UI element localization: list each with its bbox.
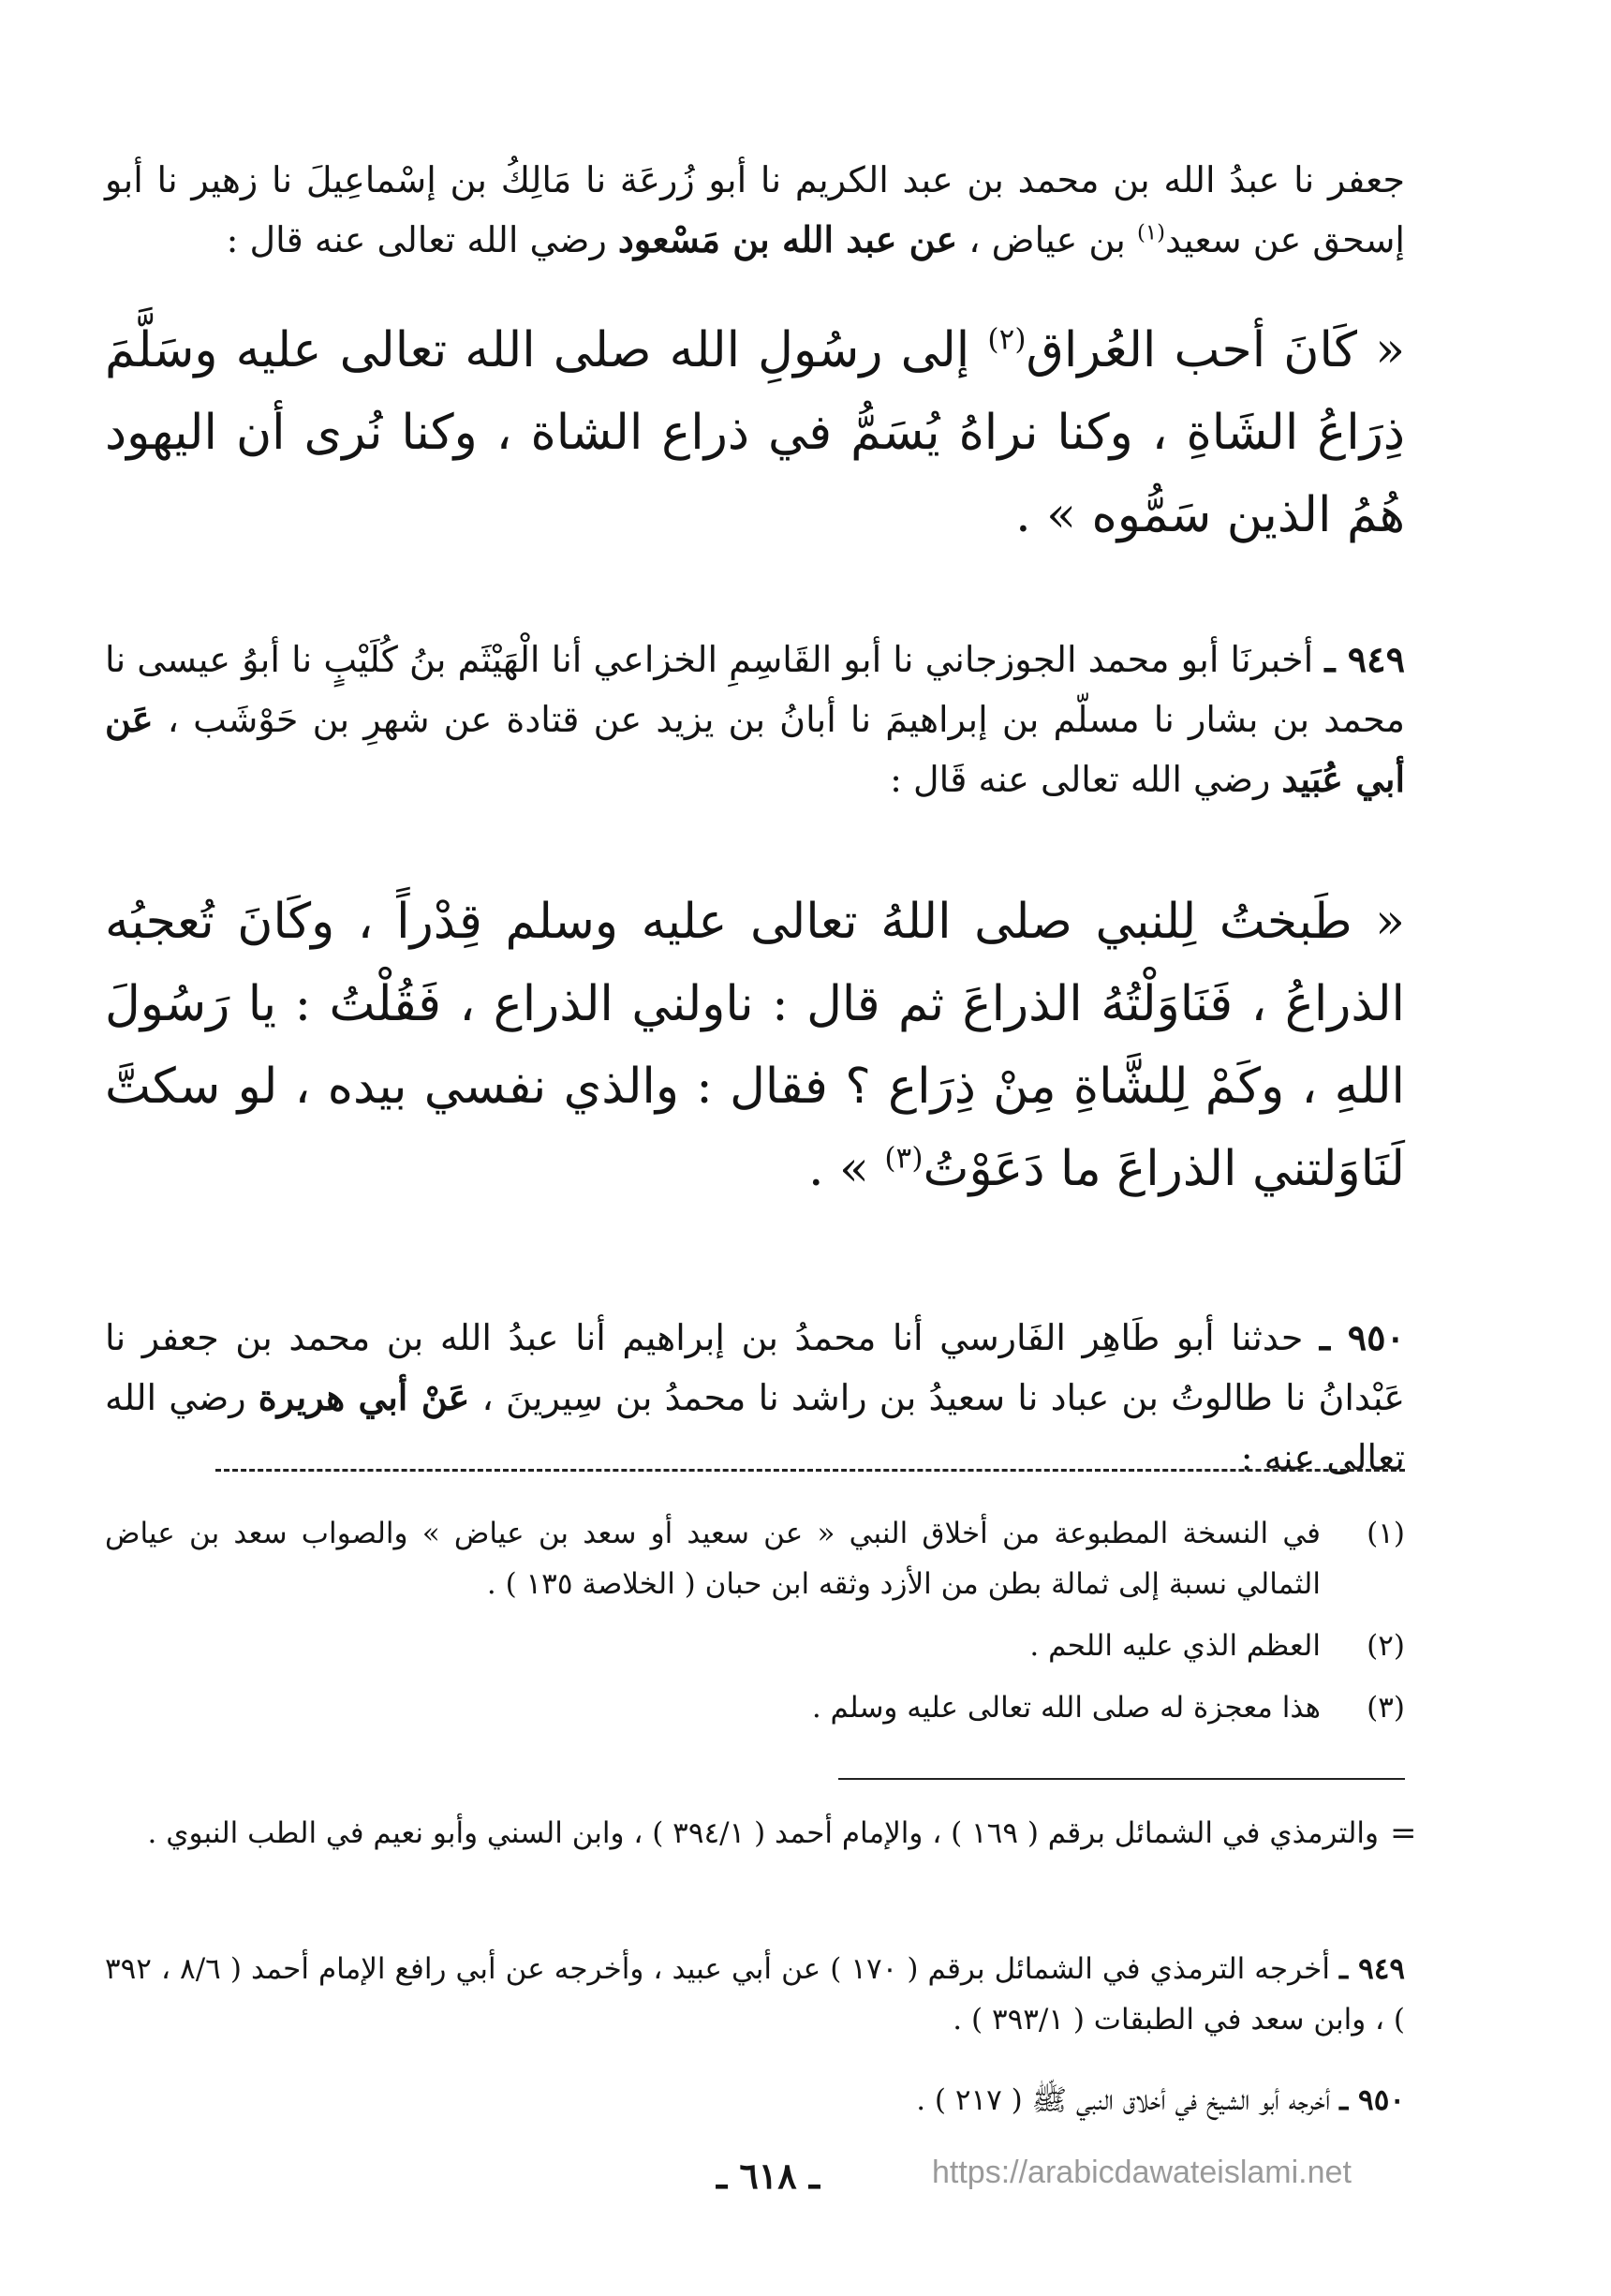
isnad-text: بن عياض ، (957, 219, 1137, 260)
footnote-number: (١) (1367, 1517, 1405, 1550)
isnad-paragraph-950 (105, 1308, 1405, 1488)
isnad-text: جعفر نا عبدُ الله بن محمد بن عبد الكريم نا أبو زُرعَة نا مَالِكُ بن إسْماعِيلَ نا زهير نا أبو إسحق عن سعيد (105, 159, 1405, 260)
takhrij-text: أخرجه أبو الشيخ في أخلاق النبي ﷺ ( ٢١٧ ) . (916, 2083, 1340, 2117)
hadith-text-949 (105, 881, 1405, 1210)
hadith-text-1 (105, 309, 1405, 556)
footnote-item (105, 1621, 1405, 1671)
narrator-name: عَن أبي عُبَيد (105, 698, 1405, 800)
hadith-number: ٩٥٠ ـ (1339, 2083, 1405, 2117)
footnote-number: (٢) (1367, 1629, 1405, 1663)
footnote-ref-1: (١) (1136, 220, 1166, 245)
footnote-item (105, 1508, 1405, 1609)
hadith-number: ٩٤٩ ـ (1324, 638, 1405, 680)
narrator-name: عَنْ أبي هريرة (258, 1376, 470, 1418)
page-number: ـ ٦١٨ ـ (717, 2155, 820, 2197)
hadith-text: « طَبختُ لِلنبي صلى اللهُ تعالى عليه وسلم قِدْراً ، وكَانَ تُعجبُه الذراعُ ، فَنَاوَلْتُهُ الذراعَ ثم قال : ناولني الذراع ، فَقُلْتُ : يا رَسُولَ اللهِ ، وكَمْ لِلشَّاةِ مِنْ ذِرَاع ؟ فقال : والذي نفسي بيده ، لو سكتَّ لَنَاوَلتني الذراعَ ما دَعَوْتُ (105, 894, 1405, 1197)
continuation-mark: = (1390, 1815, 1417, 1852)
narrator-name: عن عبد الله بن مَسْعود (617, 218, 958, 260)
hadith-text: « كَانَ أحب العُراق (1026, 322, 1406, 378)
hadith-number: ٩٤٩ ـ (1339, 1952, 1406, 1986)
watermark-url: https://arabicdawateislami.net (932, 2155, 1352, 2190)
takhrij-950 (105, 2075, 1405, 2126)
isnad-paragraph-949 (105, 630, 1405, 809)
hadith-number: ٩٥٠ ـ (1319, 1316, 1405, 1358)
hadith-text: » . (807, 1141, 885, 1197)
footnotes (105, 1508, 1405, 1744)
takhrij-949 (105, 1944, 1405, 2045)
takhrij-continued (105, 1808, 1379, 1859)
isnad-text: رضي الله تعالى عنه : (105, 1377, 1405, 1478)
dashed-divider (215, 1469, 1405, 1472)
footnote-ref-3: (٣) (884, 1141, 924, 1176)
takhrij-text: أخرجه الترمذي في الشمائل برقم ( ١٧٠ ) عن أبي عبيد ، وأخرجه عن أبي رافع الإمام أحمد ( ٨/٦ ، ٣٩٢ ) ، وابن سعد في الطبقات ( ٣٩٣/١ ) . (105, 1952, 1405, 2037)
footnote-ref-2: (٢) (987, 322, 1027, 357)
footnote-item (105, 1682, 1405, 1733)
footnote-text: العظم الذي عليه اللحم . (1029, 1629, 1321, 1663)
takhrij-text: والترمذي في الشمائل برقم ( ١٦٩ ) ، والإمام أحمد ( ٣٩٤/١ ) ، وابن السني وأبو نعيم في الطب النبوي . (147, 1816, 1379, 1850)
hadith-text: إلى رسُولِ الله صلى الله تعالى عليه وسَلَّمَ ذِرَاعُ الشَاةِ ، وكنا نراهُ يُسَمُّ في ذراع الشاة ، وكنا نُرى أن اليهود هُمُ الذين سَمُّوه » . (105, 322, 1405, 543)
footnote-number: (٣) (1367, 1691, 1405, 1725)
footnote-text: هذا معجزة له صلى الله تعالى عليه وسلم . (811, 1691, 1321, 1725)
isnad-text: رضي الله تعالى عنه قَال : (890, 759, 1282, 800)
footnote-text: في النسخة المطبوعة من أخلاق النبي « عن سعيد أو سعد بن عياض » والصواب سعد بن عياض الثمالي نسبة إلى ثمالة بطن من الأزد وثقه ابن حبان ( الخلاصة ١٣٥ ) . (105, 1517, 1321, 1601)
isnad-text: حدثنا أبو طَاهِر الفَارسي أنا محمدُ بن إبراهيم أنا عبدُ الله بن محمد بن جعفر نا عَبْدانُ نا طالوتُ بن عباد نا سعيدُ بن راشد نا محمدُ بن سِيرينَ ، (105, 1317, 1406, 1418)
isnad-text: أخبرنَا أبو محمد الجوزجاني نا أبو القَاسِمِ الخزاعي أنا الْهَيْثَم بنُ كُلَيْبٍ نا أبوُ عيسى نا محمد بن بشار نا مسلّم بن إبراهيمَ نا أبانُ بن يزيد عن قتادة عن شهرِ بن حَوْشَب ، (105, 639, 1405, 740)
isnad-text: رضي الله تعالى عنه قال : (226, 219, 618, 260)
solid-divider (838, 1778, 1405, 1780)
isnad-paragraph-1 (105, 150, 1405, 270)
